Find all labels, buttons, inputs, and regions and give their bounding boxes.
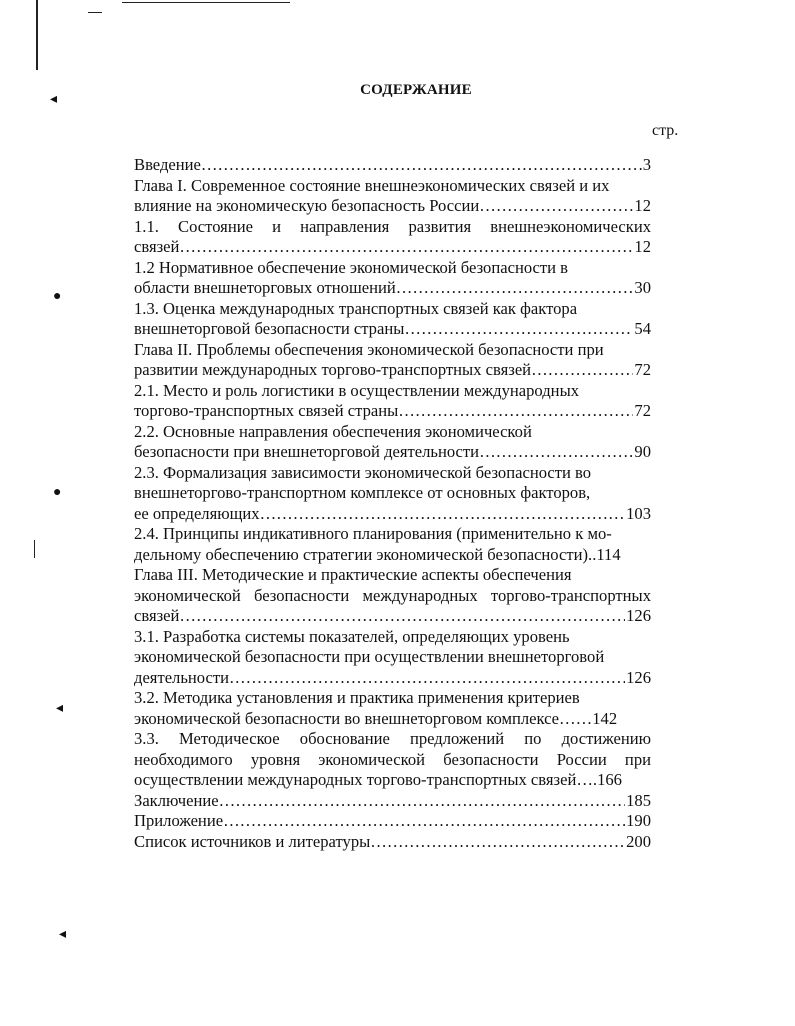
toc-line — [134, 668, 651, 689]
toc-line — [134, 504, 651, 525]
toc-entry — [134, 832, 651, 853]
dot-leader — [404, 319, 633, 340]
toc-line — [134, 483, 651, 504]
toc-entry — [134, 627, 651, 689]
toc-entry — [134, 791, 651, 812]
toc-line — [134, 770, 651, 791]
dot-leader — [201, 155, 642, 176]
toc-page-number: 72 — [634, 401, 651, 420]
toc-line-text: дельному обеспечению стратегии экономической безопасности)..114 — [134, 544, 621, 564]
toc-page-number: 72 — [634, 360, 651, 379]
toc-line-text: влияние на экономическую безопасность России — [134, 196, 480, 215]
toc-line-text: 1.1. Состояние и направления развития внешнеэкономических — [134, 216, 651, 236]
toc-page-number: 126 — [626, 606, 651, 625]
scan-edge-line — [36, 0, 38, 70]
dot-leader — [229, 668, 625, 689]
toc-line — [134, 565, 651, 586]
toc-line — [134, 729, 651, 750]
toc-line-text: Глава III. Методические и практические аспекты обеспечения — [134, 565, 572, 584]
toc-line-text: Заключение — [134, 790, 219, 810]
toc-page-number: 103 — [626, 503, 651, 523]
toc-line-text: Глава I. Современное состояние внешнеэкономических связей и их — [134, 175, 610, 195]
toc-line-text: безопасности при внешнеторговой деятельности — [134, 442, 480, 461]
toc-line-text: Список источников и литературы — [134, 831, 371, 851]
toc-line — [134, 586, 651, 607]
toc-line — [134, 791, 651, 812]
toc-entry — [134, 155, 651, 176]
page-column-label: стр. — [652, 122, 679, 139]
toc-page-number: 90 — [634, 442, 651, 461]
toc-line-text: экономической безопасности при осуществлении внешнеторговой — [134, 647, 605, 666]
toc-line — [134, 401, 651, 422]
toc-line-text: 2.3. Формализация зависимости экономической безопасности во — [134, 462, 592, 482]
toc-line-text: области внешнеторговых отношений — [134, 278, 396, 297]
toc-line — [134, 832, 651, 853]
toc-line-text: 2.4. Принципы индикативного планирования (применительно к мо- — [134, 524, 612, 543]
dot-leader — [219, 791, 625, 812]
toc-line-text: 2.1. Место и роль логистики в осуществлении международных — [134, 380, 580, 400]
toc-line-text: 2.2. Основные направления обеспечения экономической — [134, 421, 532, 441]
margin-punch-mark: ● — [53, 289, 62, 304]
toc-line-text: внешнеторгово-транспортном комплексе от основных факторов, — [134, 483, 591, 502]
toc-line-text: 3.2. Методика установления и практика применения критериев — [134, 688, 580, 707]
dot-leader — [531, 360, 633, 381]
margin-punch-mark: ◂ — [50, 92, 58, 107]
scan-edge-line — [34, 540, 35, 558]
toc-line — [134, 196, 651, 217]
toc-line — [134, 278, 651, 299]
toc-page-number: 190 — [626, 811, 651, 830]
toc-line — [134, 340, 651, 361]
margin-punch-mark: ● — [53, 485, 62, 500]
dot-leader — [479, 196, 633, 217]
page-title: СОДЕРЖАНИЕ — [360, 82, 472, 98]
toc-line — [134, 237, 651, 258]
dot-leader — [479, 442, 633, 463]
toc-line — [134, 463, 651, 484]
toc-page-number: 200 — [626, 831, 651, 851]
toc-line — [134, 545, 651, 566]
toc-line-text: развитии международных торгово-транспортных связей — [134, 360, 532, 379]
toc-entry — [134, 258, 651, 299]
toc-entry — [134, 729, 651, 791]
toc-line — [134, 442, 651, 463]
toc-line-text: связей — [134, 237, 180, 256]
toc-entry — [134, 217, 651, 258]
toc-line-text: осуществлении международных торгово-транспортных связей….166 — [134, 770, 622, 789]
toc-line-text: 3.1. Разработка системы показателей, определяющих уровень — [134, 626, 570, 646]
toc-entry — [134, 176, 651, 217]
margin-punch-mark: ◂ — [59, 927, 67, 942]
toc-entry — [134, 565, 651, 627]
toc-line-text: ее определяющих — [134, 503, 260, 523]
toc-entry — [134, 463, 651, 525]
toc-page-number: 30 — [634, 278, 651, 297]
dot-leader — [398, 401, 633, 422]
toc-line — [134, 319, 651, 340]
toc-line-text: необходимого уровня экономической безопасности России при — [134, 749, 651, 769]
dot-leader — [370, 832, 625, 853]
toc-line-text: Введение — [134, 155, 201, 174]
toc-line — [134, 381, 651, 402]
toc-entry — [134, 381, 651, 422]
dot-leader — [396, 278, 634, 299]
toc-line — [134, 811, 651, 832]
toc-page-number: 185 — [626, 790, 651, 810]
toc-line-text: 3.3. Методическое обоснование предложений по достижению — [134, 729, 651, 748]
toc-line — [134, 299, 651, 320]
toc-line — [134, 422, 651, 443]
toc-page-number: 3 — [642, 155, 651, 174]
toc-line — [134, 688, 651, 709]
toc-page-number: 12 — [634, 237, 651, 256]
scan-top-rule — [122, 2, 290, 3]
toc-line-text: экономической безопасности международных торгово-транспортных — [134, 585, 651, 605]
scan-top-mark — [88, 12, 102, 13]
toc-line — [134, 524, 651, 545]
toc-line-text: деятельности — [134, 667, 229, 687]
toc-line-text: торгово-транспортных связей страны — [134, 401, 399, 420]
table-of-contents — [134, 155, 651, 852]
toc-entry — [134, 524, 651, 565]
toc-page-number: 12 — [634, 196, 651, 215]
toc-line — [134, 606, 651, 627]
toc-line — [134, 750, 651, 771]
toc-line — [134, 258, 651, 279]
margin-punch-mark: ◂ — [56, 701, 64, 716]
toc-line-text: Приложение — [134, 811, 224, 830]
dot-leader — [223, 811, 625, 832]
toc-line-text: 1.3. Оценка международных транспортных связей как фактора — [134, 298, 578, 318]
toc-page-number: 54 — [634, 319, 651, 338]
toc-entry — [134, 422, 651, 463]
toc-line-text: внешнеторговой безопасности страны — [134, 319, 405, 338]
toc-line — [134, 647, 651, 668]
toc-line — [134, 176, 651, 197]
toc-entry — [134, 811, 651, 832]
toc-entry — [134, 340, 651, 381]
dot-leader — [179, 237, 633, 258]
toc-page-number: 126 — [626, 667, 651, 687]
toc-line — [134, 217, 651, 238]
toc-line — [134, 709, 651, 730]
toc-line — [134, 627, 651, 648]
toc-line-text: 1.2 Нормативное обеспечение экономической безопасности в — [134, 257, 569, 277]
toc-line-text: экономической безопасности во внешнеторговом комплексе……142 — [134, 708, 618, 728]
dot-leader — [260, 504, 626, 525]
toc-line-text: связей — [134, 606, 180, 625]
toc-entry — [134, 688, 651, 729]
toc-line — [134, 360, 651, 381]
toc-line-text: Глава II. Проблемы обеспечения экономической безопасности при — [134, 339, 604, 359]
dot-leader — [179, 606, 625, 627]
toc-entry — [134, 299, 651, 340]
toc-line — [134, 155, 651, 176]
